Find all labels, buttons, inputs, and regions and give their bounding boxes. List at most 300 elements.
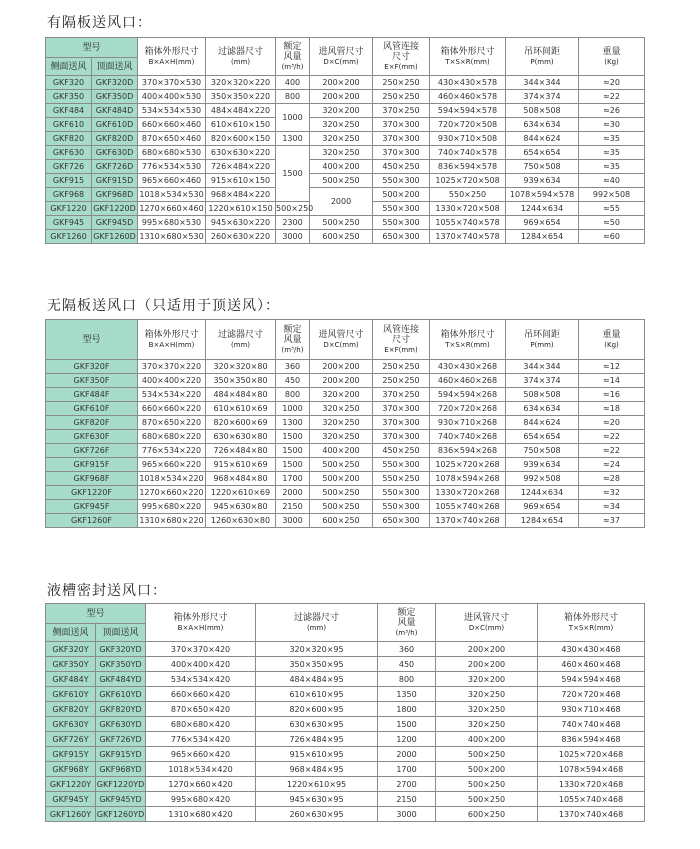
table-cell: 344×344: [506, 360, 579, 374]
table-cell: 1018×534×220: [138, 472, 206, 486]
cell-model: GKF726F: [46, 444, 138, 458]
table-cell: 945×630×80: [206, 500, 276, 514]
table-cell: 370×300: [373, 132, 430, 146]
table-cell: 660×660×460: [138, 118, 206, 132]
table-cell: 1078×594×468: [538, 762, 645, 777]
table-cell: 550×300: [373, 458, 430, 472]
table-cell: 550×300: [373, 202, 430, 216]
table-cell: 1025×720×268: [430, 458, 506, 472]
table-cell: 965×660×460: [138, 174, 206, 188]
table-cell: 630×630×80: [206, 430, 276, 444]
table-cell: 820×600×69: [206, 416, 276, 430]
table-cell: 844×624: [506, 416, 579, 430]
table-cell: 610×610×69: [206, 402, 276, 416]
table-cell: 500×200: [436, 762, 538, 777]
table-row: [46, 747, 645, 762]
cell-model-side: GKF915Y: [46, 747, 96, 762]
cell-model-side: GKF484Y: [46, 672, 96, 687]
table-cell: 1310×680×420: [146, 807, 256, 822]
cell-model-side: GKF945: [46, 216, 92, 230]
table-cell: 680×680×220: [138, 430, 206, 444]
cell-model: GKF968F: [46, 472, 138, 486]
header-box-size: 箱体外形尺寸 B×A×H(mm): [138, 320, 206, 360]
table-cell: 1078×594×268: [430, 472, 506, 486]
table-row: [46, 216, 645, 230]
header-model: 型号: [46, 320, 138, 360]
cell-model-side: GKF484: [46, 104, 92, 118]
cell-model-top: GKF1220D: [92, 202, 138, 216]
table-cell: 508×508: [506, 388, 579, 402]
table-cell: ≈28: [579, 472, 645, 486]
table-cell: 750×508: [506, 444, 579, 458]
header-weight: 重量 (Kg): [579, 320, 645, 360]
table-cell: 634×634: [506, 118, 579, 132]
cell-model-top: GKF630D: [92, 146, 138, 160]
table-cell: 320×250: [436, 702, 538, 717]
table-cell: ≈40: [579, 174, 645, 188]
table-row: [46, 472, 645, 486]
table-cell: 370×250: [373, 388, 430, 402]
table-cell: 720×720×468: [538, 687, 645, 702]
table-cell: ≈20: [579, 76, 645, 90]
table-row: [46, 732, 645, 747]
table-cell: 650×300: [373, 230, 430, 244]
section-title-non-partitioned: 无隔板送风口（只适用于顶送风）：: [47, 298, 280, 314]
header-inlet-duct: 进风管尺寸 D×C(mm): [436, 604, 538, 642]
table-cell: 968×484×80: [206, 472, 276, 486]
section-title-partitioned: 有隔板送风口：: [47, 15, 152, 31]
table-row: [46, 230, 645, 244]
table-row: [46, 104, 645, 118]
table-row: [46, 188, 645, 202]
table-cell: 534×534×420: [146, 672, 256, 687]
table-cell: ≈35: [579, 160, 645, 174]
table-cell: 2150: [378, 792, 436, 807]
table-cell: 370×300: [373, 118, 430, 132]
table-cell: 320×250: [436, 717, 538, 732]
table-row: [46, 500, 645, 514]
table-cell: 200×200: [310, 374, 373, 388]
table-cell: 430×430×578: [430, 76, 506, 90]
cell-model: GKF630F: [46, 430, 138, 444]
table-cell: 320×320×80: [206, 360, 276, 374]
header-model: 型号: [46, 38, 138, 58]
table-cell: 350×350×220: [206, 90, 276, 104]
header-ring-spacing: 吊环间距 P(mm): [506, 320, 579, 360]
table-cell: 800: [378, 672, 436, 687]
table-row: [46, 444, 645, 458]
table-cell: ≈37: [579, 514, 645, 528]
table-cell: ≈12: [579, 360, 645, 374]
table-row: [46, 76, 645, 90]
header-filter-size: 过滤器尺寸 (mm): [256, 604, 378, 642]
table-row: [46, 792, 645, 807]
header-box-size-tsr: 箱体外形尺寸 T×S×R(mm): [430, 320, 506, 360]
table-cell: 680×680×530: [138, 146, 206, 160]
table-cell: 654×654: [506, 146, 579, 160]
header-airflow: 额定 风量 (m³/h): [276, 320, 310, 360]
table-cell: 630×630×95: [256, 717, 378, 732]
table-cell: 250×250: [373, 374, 430, 388]
table-cell: 260×630×95: [256, 807, 378, 822]
table-cell: 500×250: [310, 216, 373, 230]
table-cell: 995×680×420: [146, 792, 256, 807]
table-cell: 320×200: [310, 388, 373, 402]
header-filter-size: 过滤器尺寸 (mm): [206, 38, 276, 76]
table-cell: 500×250: [310, 174, 373, 188]
header-box-size: 箱体外形尺寸 B×A×H(mm): [138, 38, 206, 76]
header-inlet-duct: 进风管尺寸 D×C(mm): [310, 38, 373, 76]
table-cell: 450×250: [373, 160, 430, 174]
table-cell: 1270×660×420: [146, 777, 256, 792]
table-cell: 992×508: [506, 472, 579, 486]
table-cell: 400×400×530: [138, 90, 206, 104]
table-cell: 965×660×420: [146, 747, 256, 762]
table-cell: ≈35: [579, 132, 645, 146]
table-cell: 320×250: [310, 402, 373, 416]
table-row: [46, 160, 645, 174]
table-cell: 374×374: [506, 90, 579, 104]
table-cell: 600×250: [310, 514, 373, 528]
cell-model-side: GKF610: [46, 118, 92, 132]
cell-model-top: GKF915D: [92, 174, 138, 188]
table-cell: 965×660×220: [138, 458, 206, 472]
cell-airflow: 1500: [276, 146, 310, 202]
header-box-size: 箱体外形尺寸 B×A×H(mm): [146, 604, 256, 642]
cell-model-side: GKF320Y: [46, 642, 96, 657]
cell-model-side: GKF820: [46, 132, 92, 146]
table-cell: 1025×720×508: [430, 174, 506, 188]
table-cell: 450×250: [373, 444, 430, 458]
table-row: [46, 672, 645, 687]
table-cell: 740×740×268: [430, 430, 506, 444]
cell-model-top: GKF630YD: [96, 717, 146, 732]
table-cell: 400×200: [310, 444, 373, 458]
table-cell: 430×430×468: [538, 642, 645, 657]
table-cell: 969×654: [506, 500, 579, 514]
table-cell: 915×610×95: [256, 747, 378, 762]
table-cell: 1500: [378, 717, 436, 732]
table-cell: 400×400×220: [138, 374, 206, 388]
table-cell: 1330×720×508: [430, 202, 506, 216]
table-cell: 250×250: [373, 360, 430, 374]
table-cell: 939×634: [506, 458, 579, 472]
table-partitioned-outlets: [45, 37, 645, 244]
table-row: [46, 360, 645, 374]
table-cell: 836×594×578: [430, 160, 506, 174]
table-cell: 370×370×220: [138, 360, 206, 374]
cell-airflow: 2300: [276, 216, 310, 230]
table-cell: 500×250: [310, 458, 373, 472]
table-cell: 1284×654: [506, 514, 579, 528]
cell-model-side: GKF1220: [46, 202, 92, 216]
table-non-partitioned-outlets: [45, 319, 645, 528]
table-cell: 320×200: [436, 672, 538, 687]
table-cell: 2000: [378, 747, 436, 762]
table-cell: 370×300: [373, 416, 430, 430]
cell-model-side: GKF1260Y: [46, 807, 96, 822]
table-cell: 1244×634: [506, 202, 579, 216]
table-cell: 550×300: [373, 216, 430, 230]
table-cell: 550×250: [373, 472, 430, 486]
table-cell: 836×594×468: [538, 732, 645, 747]
cell-model-top: GKF610D: [92, 118, 138, 132]
table-cell: 1700: [378, 762, 436, 777]
table-cell: 995×680×530: [138, 216, 206, 230]
table-cell: 3000: [378, 807, 436, 822]
table-row: [46, 762, 645, 777]
table-cell: 1500: [276, 444, 310, 458]
table-row: [46, 174, 645, 188]
header-airflow: 额定 风量 (m³/h): [378, 604, 436, 642]
table-cell: 660×660×220: [138, 402, 206, 416]
table-cell: 370×300: [373, 430, 430, 444]
table-cell: 1330×720×268: [430, 486, 506, 500]
table-cell: ≈20: [579, 416, 645, 430]
table-cell: 550×300: [373, 500, 430, 514]
table-cell: 250×250: [373, 76, 430, 90]
table-cell: 200×200: [310, 76, 373, 90]
header-airflow: 额定 风量 (m³/h): [276, 38, 310, 76]
table-cell: 1350: [378, 687, 436, 702]
cell-model-top: GKF915YD: [96, 747, 146, 762]
table-cell: 450: [276, 374, 310, 388]
table-cell: 200×200: [436, 642, 538, 657]
cell-model-side: GKF350Y: [46, 657, 96, 672]
table-cell: 1018×534×530: [138, 188, 206, 202]
cell-model: GKF945F: [46, 500, 138, 514]
table-cell: 370×370×420: [146, 642, 256, 657]
cell-model: GKF350F: [46, 374, 138, 388]
cell-model-side: GKF610Y: [46, 687, 96, 702]
table-row: [46, 388, 645, 402]
table-row: [46, 777, 645, 792]
table-cell: 1244×634: [506, 486, 579, 500]
table-cell: ≈14: [579, 374, 645, 388]
table-cell: 260×630×220: [206, 230, 276, 244]
header-duct-connection: 风管连接 尺寸 E×F(mm): [373, 320, 430, 360]
table-row: [46, 458, 645, 472]
table-cell: 460×460×578: [430, 90, 506, 104]
table-cell: 1220×610×69: [206, 486, 276, 500]
table-cell: 945×630×95: [256, 792, 378, 807]
table-cell: 320×250: [310, 416, 373, 430]
table-cell: 930×710×508: [430, 132, 506, 146]
cell-model-top: GKF726D: [92, 160, 138, 174]
cell-model-top: GKF1220YD: [96, 777, 146, 792]
table-cell: 400×200: [310, 160, 373, 174]
table-cell: 720×720×508: [430, 118, 506, 132]
table-cell: 600×250: [436, 807, 538, 822]
table-cell: 650×300: [373, 514, 430, 528]
table-cell: 450: [378, 657, 436, 672]
table-cell: 1800: [378, 702, 436, 717]
table-cell: 370×370×530: [138, 76, 206, 90]
table-cell: 500×250: [436, 747, 538, 762]
table-gel-seal-outlets: [45, 603, 645, 822]
table-cell: 776×534×220: [138, 444, 206, 458]
table-cell: 534×534×220: [138, 388, 206, 402]
table-cell: 500×250: [276, 202, 310, 216]
table-cell: 939×634: [506, 174, 579, 188]
table-cell: 200×200: [436, 657, 538, 672]
table-cell: 1500: [276, 458, 310, 472]
table-cell: ≈50: [579, 216, 645, 230]
header-box-size-tsr: 箱体外形尺寸 T×S×R(mm): [538, 604, 645, 642]
table-row: [46, 657, 645, 672]
table-cell: 2700: [378, 777, 436, 792]
table-cell: 2150: [276, 500, 310, 514]
table-cell: 1330×720×468: [538, 777, 645, 792]
cell-model: GKF484F: [46, 388, 138, 402]
cell-model-side: GKF820Y: [46, 702, 96, 717]
table-cell: 1018×534×420: [146, 762, 256, 777]
table-cell: 610×610×95: [256, 687, 378, 702]
cell-model-top: GKF1260YD: [96, 807, 146, 822]
table-cell: 720×720×268: [430, 402, 506, 416]
table-cell: 995×680×220: [138, 500, 206, 514]
table-cell: 969×654: [506, 216, 579, 230]
table-cell: ≈16: [579, 388, 645, 402]
table-row: [46, 642, 645, 657]
table-row: [46, 402, 645, 416]
table-cell: ≈32: [579, 486, 645, 500]
cell-model: GKF820F: [46, 416, 138, 430]
table-cell: 200×200: [310, 90, 373, 104]
table-row: [46, 687, 645, 702]
table-cell: 836×594×268: [430, 444, 506, 458]
table-cell: ≈22: [579, 90, 645, 104]
cell-model-top: GKF484D: [92, 104, 138, 118]
table-cell: 320×250: [436, 687, 538, 702]
table-cell: 968×484×220: [206, 188, 276, 202]
table-cell: 500×200: [310, 472, 373, 486]
table-cell: 726×484×220: [206, 160, 276, 174]
cell-airflow: 3000: [276, 230, 310, 244]
table-cell: ≈60: [579, 230, 645, 244]
table-row: [46, 702, 645, 717]
table-row: [46, 717, 645, 732]
header-duct-connection: 风管连接 尺寸 E×F(mm): [373, 38, 430, 76]
table-row: [46, 807, 645, 822]
cell-model-side: GKF1260: [46, 230, 92, 244]
table-cell: ≈34: [579, 500, 645, 514]
table-cell: 610×610×150: [206, 118, 276, 132]
table-cell: ≈22: [579, 430, 645, 444]
cell-model-top: GKF726YD: [96, 732, 146, 747]
cell-model-top: GKF968YD: [96, 762, 146, 777]
cell-model-top: GKF820YD: [96, 702, 146, 717]
table-cell: 550×250: [430, 188, 506, 202]
table-cell: 1370×740×468: [538, 807, 645, 822]
table-cell: 400×200: [436, 732, 538, 747]
table-cell: 680×680×420: [146, 717, 256, 732]
table-cell: 460×460×468: [538, 657, 645, 672]
table-cell: ≈18: [579, 402, 645, 416]
table-cell: 484×484×80: [206, 388, 276, 402]
cell-model-top: GKF820D: [92, 132, 138, 146]
table-cell: 320×250: [310, 430, 373, 444]
table-cell: 992×508: [579, 188, 645, 202]
table-cell: 320×250: [310, 146, 373, 160]
cell-model-side: GKF630: [46, 146, 92, 160]
table-cell: 1055×740×268: [430, 500, 506, 514]
table-cell: 430×430×268: [430, 360, 506, 374]
table-cell: 370×300: [373, 146, 430, 160]
table-cell: 726×484×95: [256, 732, 378, 747]
table-cell: 594×594×578: [430, 104, 506, 118]
table-cell: ≈24: [579, 458, 645, 472]
table-cell: 1370×740×268: [430, 514, 506, 528]
table-cell: 534×534×530: [138, 104, 206, 118]
cell-model-top: GKF610YD: [96, 687, 146, 702]
header-filter-size: 过滤器尺寸 (mm): [206, 320, 276, 360]
cell-model-side: GKF945Y: [46, 792, 96, 807]
table-row: [46, 118, 645, 132]
table-cell: 550×300: [373, 486, 430, 500]
cell-airflow: 2000: [310, 188, 373, 216]
cell-model: GKF1260F: [46, 514, 138, 528]
table-cell: 800: [276, 388, 310, 402]
header-side-supply: 侧面送风: [46, 624, 96, 642]
table-cell: 654×654: [506, 430, 579, 444]
table-cell: 320×320×220: [206, 76, 276, 90]
table-cell: 484×484×95: [256, 672, 378, 687]
cell-model-side: GKF1220Y: [46, 777, 96, 792]
table-row: [46, 90, 645, 104]
cell-model-top: GKF320YD: [96, 642, 146, 657]
cell-model-top: GKF484YD: [96, 672, 146, 687]
table-cell: 1055×740×468: [538, 792, 645, 807]
table-row: [46, 416, 645, 430]
cell-model-side: GKF968Y: [46, 762, 96, 777]
table-cell: 740×740×468: [538, 717, 645, 732]
cell-model: GKF1220F: [46, 486, 138, 500]
table-cell: 500×250: [310, 486, 373, 500]
table-cell: 820×600×95: [256, 702, 378, 717]
cell-model-top: GKF945YD: [96, 792, 146, 807]
table-cell: 1270×660×460: [138, 202, 206, 216]
table-cell: 500×250: [436, 792, 538, 807]
table-cell: 1220×610×95: [256, 777, 378, 792]
cell-airflow: 1300: [276, 132, 310, 146]
table-cell: 1310×680×530: [138, 230, 206, 244]
table-cell: 370×250: [373, 104, 430, 118]
table-cell: 320×250: [310, 118, 373, 132]
table-cell: 320×250: [310, 132, 373, 146]
table-cell: 750×508: [506, 160, 579, 174]
table-cell: 1078×594×578: [506, 188, 579, 202]
table-cell: 600×250: [310, 230, 373, 244]
header-model: 型号: [46, 604, 146, 624]
table-cell: 660×660×420: [146, 687, 256, 702]
table-cell: 400×400×420: [146, 657, 256, 672]
table-cell: 320×200: [310, 104, 373, 118]
table-cell: 360: [378, 642, 436, 657]
table-cell: 370×300: [373, 402, 430, 416]
table-cell: 945×630×220: [206, 216, 276, 230]
cell-model-top: GKF1260D: [92, 230, 138, 244]
table-cell: 870×650×420: [146, 702, 256, 717]
header-side-supply: 侧面送风: [46, 58, 92, 76]
table-cell: 320×320×95: [256, 642, 378, 657]
table-cell: 1284×654: [506, 230, 579, 244]
table-cell: 484×484×220: [206, 104, 276, 118]
table-cell: 776×534×420: [146, 732, 256, 747]
cell-model-side: GKF350: [46, 90, 92, 104]
table-cell: 3000: [276, 514, 310, 528]
cell-model-top: GKF350YD: [96, 657, 146, 672]
